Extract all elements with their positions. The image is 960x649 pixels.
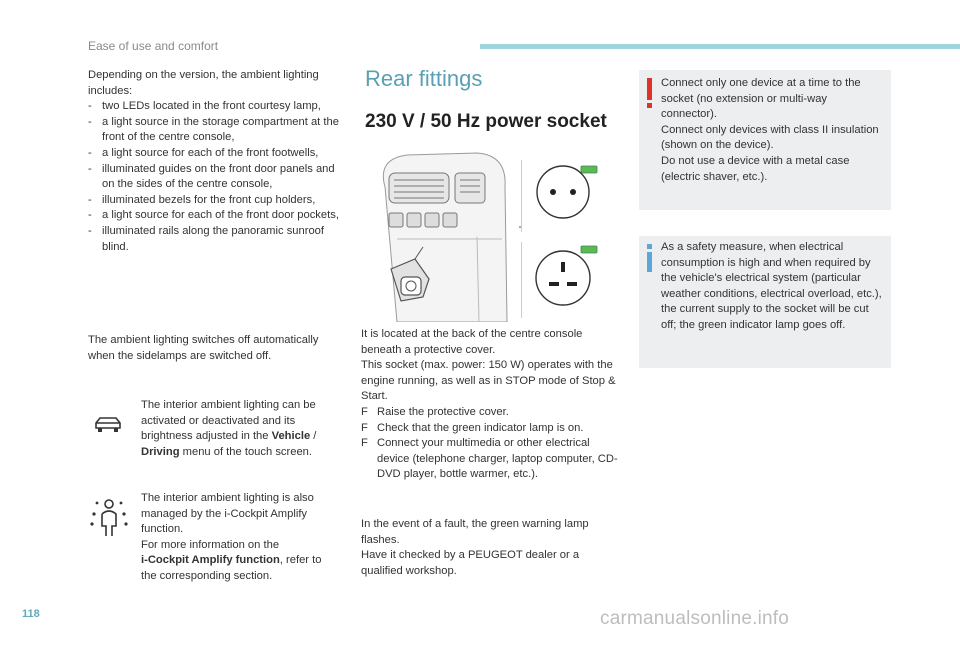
step-item: F Connect your multimedia or other electrical device (telephone charger, laptop computer, CD-DVD player, bottle warmer, etc.). [361, 436, 619, 483]
step-item: F Raise the protective cover. [361, 405, 619, 421]
list-item: - a light source for each of the front footwells, [88, 146, 319, 159]
step-item: F Check that the green indicator lamp is on. [361, 421, 619, 437]
warning-box [639, 70, 891, 210]
ambient-intro: Depending on the version, the ambient lighting includes: [88, 69, 319, 97]
socket-description [361, 327, 619, 483]
list-item: - a light source for each of the front door pockets, [88, 209, 339, 222]
section-title: Ease of use and comfort [88, 39, 219, 53]
page-number: 118 [22, 608, 40, 620]
socket-eu-view [521, 160, 611, 237]
ambient-lighting-list [88, 68, 343, 255]
step-arrow-icon: F [361, 405, 368, 418]
green-indicator-lamp [581, 246, 597, 253]
list-item: - illuminated rails along the panoramic sunroof blind. [88, 224, 325, 253]
i-cockpit-amplify-note: The interior ambient lighting is also managed by the i-Cockpit Amplify function. For more information on the i-Cockpit Amplify function, refer to the corresponding section. [141, 492, 322, 582]
menu-vehicle: Vehicle [271, 430, 311, 443]
menu-driving: Driving [141, 445, 180, 458]
green-indicator-lamp [581, 166, 597, 173]
warning-text: Connect only one device at a time to the socket (no extension or multi-way connector). Connect only devices with class II insulation (shown on the device). Do not use a device with a metal case (electric shaver, etc.). [661, 77, 879, 183]
page-title: Rear fittings [365, 66, 483, 91]
i-cockpit-amplify-function-label: i-Cockpit Amplify function [141, 554, 280, 567]
list-item: - illuminated bezels for the front cup holders, [88, 193, 316, 206]
list-item: - two LEDs located in the front courtesy lamp, [88, 100, 321, 113]
switch-off-text: The ambient lighting switches off automatically when the sidelamps are switched off. [88, 334, 319, 362]
step-arrow-icon: F [361, 421, 368, 434]
car-icon [93, 414, 123, 434]
socket-uk-view [521, 242, 611, 323]
step-arrow-icon: F [361, 437, 368, 450]
fault-text: In the event of a fault, the green warning lamp flashes. Have it checked by a PEUGEOT dealer or a qualified workshop. [361, 518, 589, 577]
info-icon [647, 244, 652, 249]
list-item: - illuminated guides on the front door panels and on the sides of the centre console, [88, 162, 335, 191]
watermark: carmanualsonline.info [600, 608, 790, 629]
section-heading: 230 V / 50 Hz power socket [365, 111, 607, 132]
warning-icon [647, 78, 652, 100]
header-accent-bar [480, 44, 960, 49]
socket-location-text: It is located at the back of the centre console beneath a protective cover. [361, 328, 583, 356]
info-box [639, 236, 891, 368]
ambient-touchscreen-note: The interior ambient lighting can be activated or deactivated and its brightness adjusted in the Vehicle / Driving menu of the touch screen. [141, 399, 317, 458]
i-cockpit-amplify-icon [90, 496, 128, 538]
socket-operation-text: This socket (max. power: 150 W) operates with the engine running, as well as in STOP mode of Stop & Start. [361, 359, 616, 403]
list-item: - a light source in the storage compartment at the front of the centre console, [88, 115, 339, 144]
info-text: As a safety measure, when electrical consumption is high and when required by the vehicle's electrical system (particular weather conditions, electrical overload, etc.), the current supply to the socket will be cut off; the green indicator lamp goes off. [661, 241, 882, 331]
